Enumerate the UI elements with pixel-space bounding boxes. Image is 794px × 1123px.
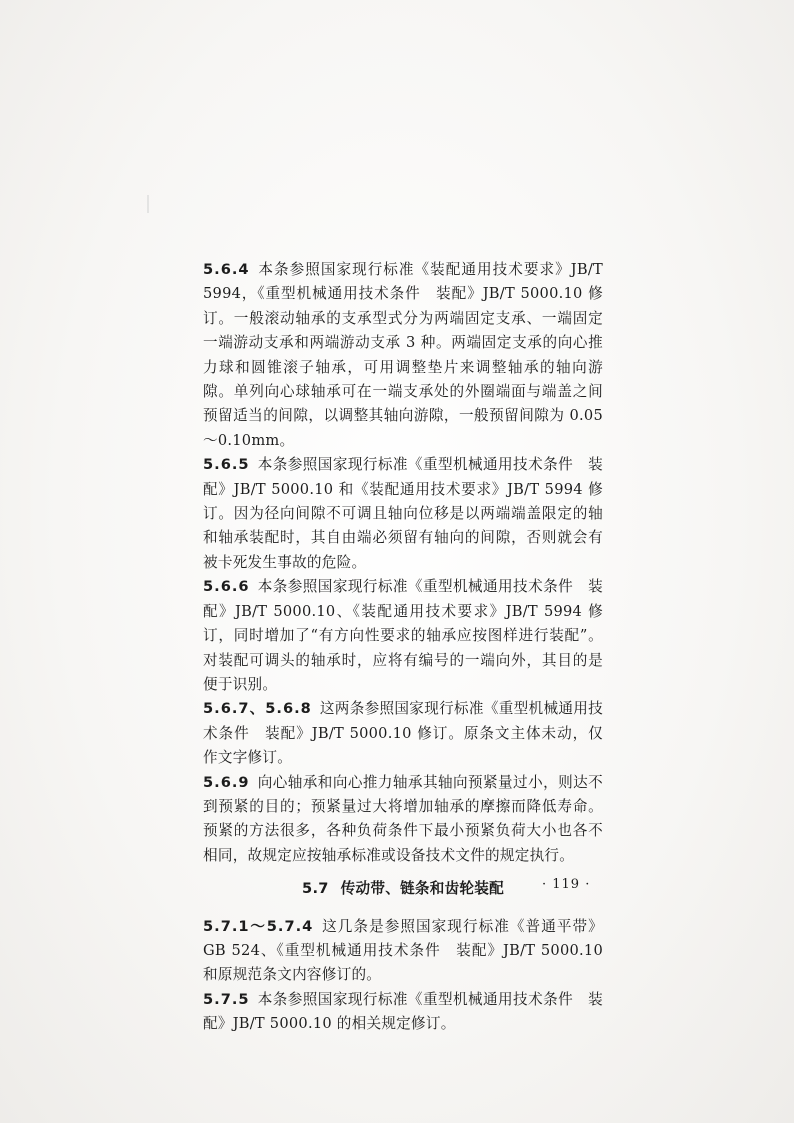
clause-text: 本条参照国家现行标准《装配通用技术要求》JB/T 5994，《重型机械通用技术条件 装配》JB/T 5000.10 修订。一般滚动轴承的支承型式分为两端固定支承、一端固定一端游动支承和两端游动支承 3 种。两端固定支承的向心推力球和圆锥滚子轴承，可用调整垫片来调整轴承的轴向游隙。单列向心球轴承可在一端支承处的外圈端面与端盖之间预留适当的间隙，以调整其轴向游隙，一般预留间隙为 0.05～0.10mm。 [203,261,603,449]
clause-5-6-4 [203,258,603,453]
scan-artifact [147,195,149,213]
section-number: 5.7 [302,880,329,898]
clause-text: 本条参照国家现行标准《重型机械通用技术条件 装配》JB/T 5000.10、《装配通用技术要求》JB/T 5994 修订，同时增加了“有方向性要求的轴承应按图样进行装配”。对装配可调头的轴承时，应将有编号的一端向外，其目的是便于识别。 [203,578,603,693]
clause-text: 本条参照国家现行标准《重型机械通用技术条件 装配》JB/T 5000.10 和《装配通用技术要求》JB/T 5994 修订。因为径向间隙不可调且轴向位移是以两端端盖限定的轴和轴承装配时，其自由端必须留有轴向的间隙，否则就会有被卡死发生事故的危险。 [203,456,603,571]
section-title: 传动带、链条和齿轮装配 [340,880,504,898]
document-body [203,258,603,1037]
clause-text: 向心轴承和向心推力轴承其轴向预紧量过小，则达不到预紧的目的；预紧量过大将增加轴承的摩擦而降低寿命。预紧的方法很多，各种负荷条件下最小预紧负荷大小也各不相同，故规定应按轴承标准或设备技术文件的规定执行。 [203,773,603,864]
clause-number: 5.6.9 [203,773,250,791]
clause-5-6-9 [203,771,603,869]
clause-number: 5.6.7、5.6.8 [203,700,312,718]
clause-text: 本条参照国家现行标准《重型机械通用技术条件 装配》JB/T 5000.10 的相关规定修订。 [203,990,603,1033]
clause-number: 5.6.4 [203,261,250,278]
clause-5-7-1-5-7-4 [203,915,603,988]
clause-5-6-7-5-6-8 [203,697,603,770]
clause-number: 5.6.6 [203,578,250,596]
clause-5-6-5 [203,453,603,575]
page-number: · 119 · [542,877,591,892]
clause-text: 这几条是参照国家现行标准《普通平带》GB 524、《重型机械通用技术条件 装配》JB/T 5000.10 和原规范条文内容修订的。 [203,917,603,984]
clause-number: 5.7.5 [203,990,250,1008]
clause-number: 5.6.5 [203,456,250,474]
clause-5-7-5 [203,988,603,1037]
clause-5-6-6 [203,575,603,697]
clause-number: 5.7.1～5.7.4 [203,917,314,935]
clause-text: 这两条参照国家现行标准《重型机械通用技术条件 装配》JB/T 5000.10 修订。原条文主体未动，仅作文字修订。 [203,700,603,767]
